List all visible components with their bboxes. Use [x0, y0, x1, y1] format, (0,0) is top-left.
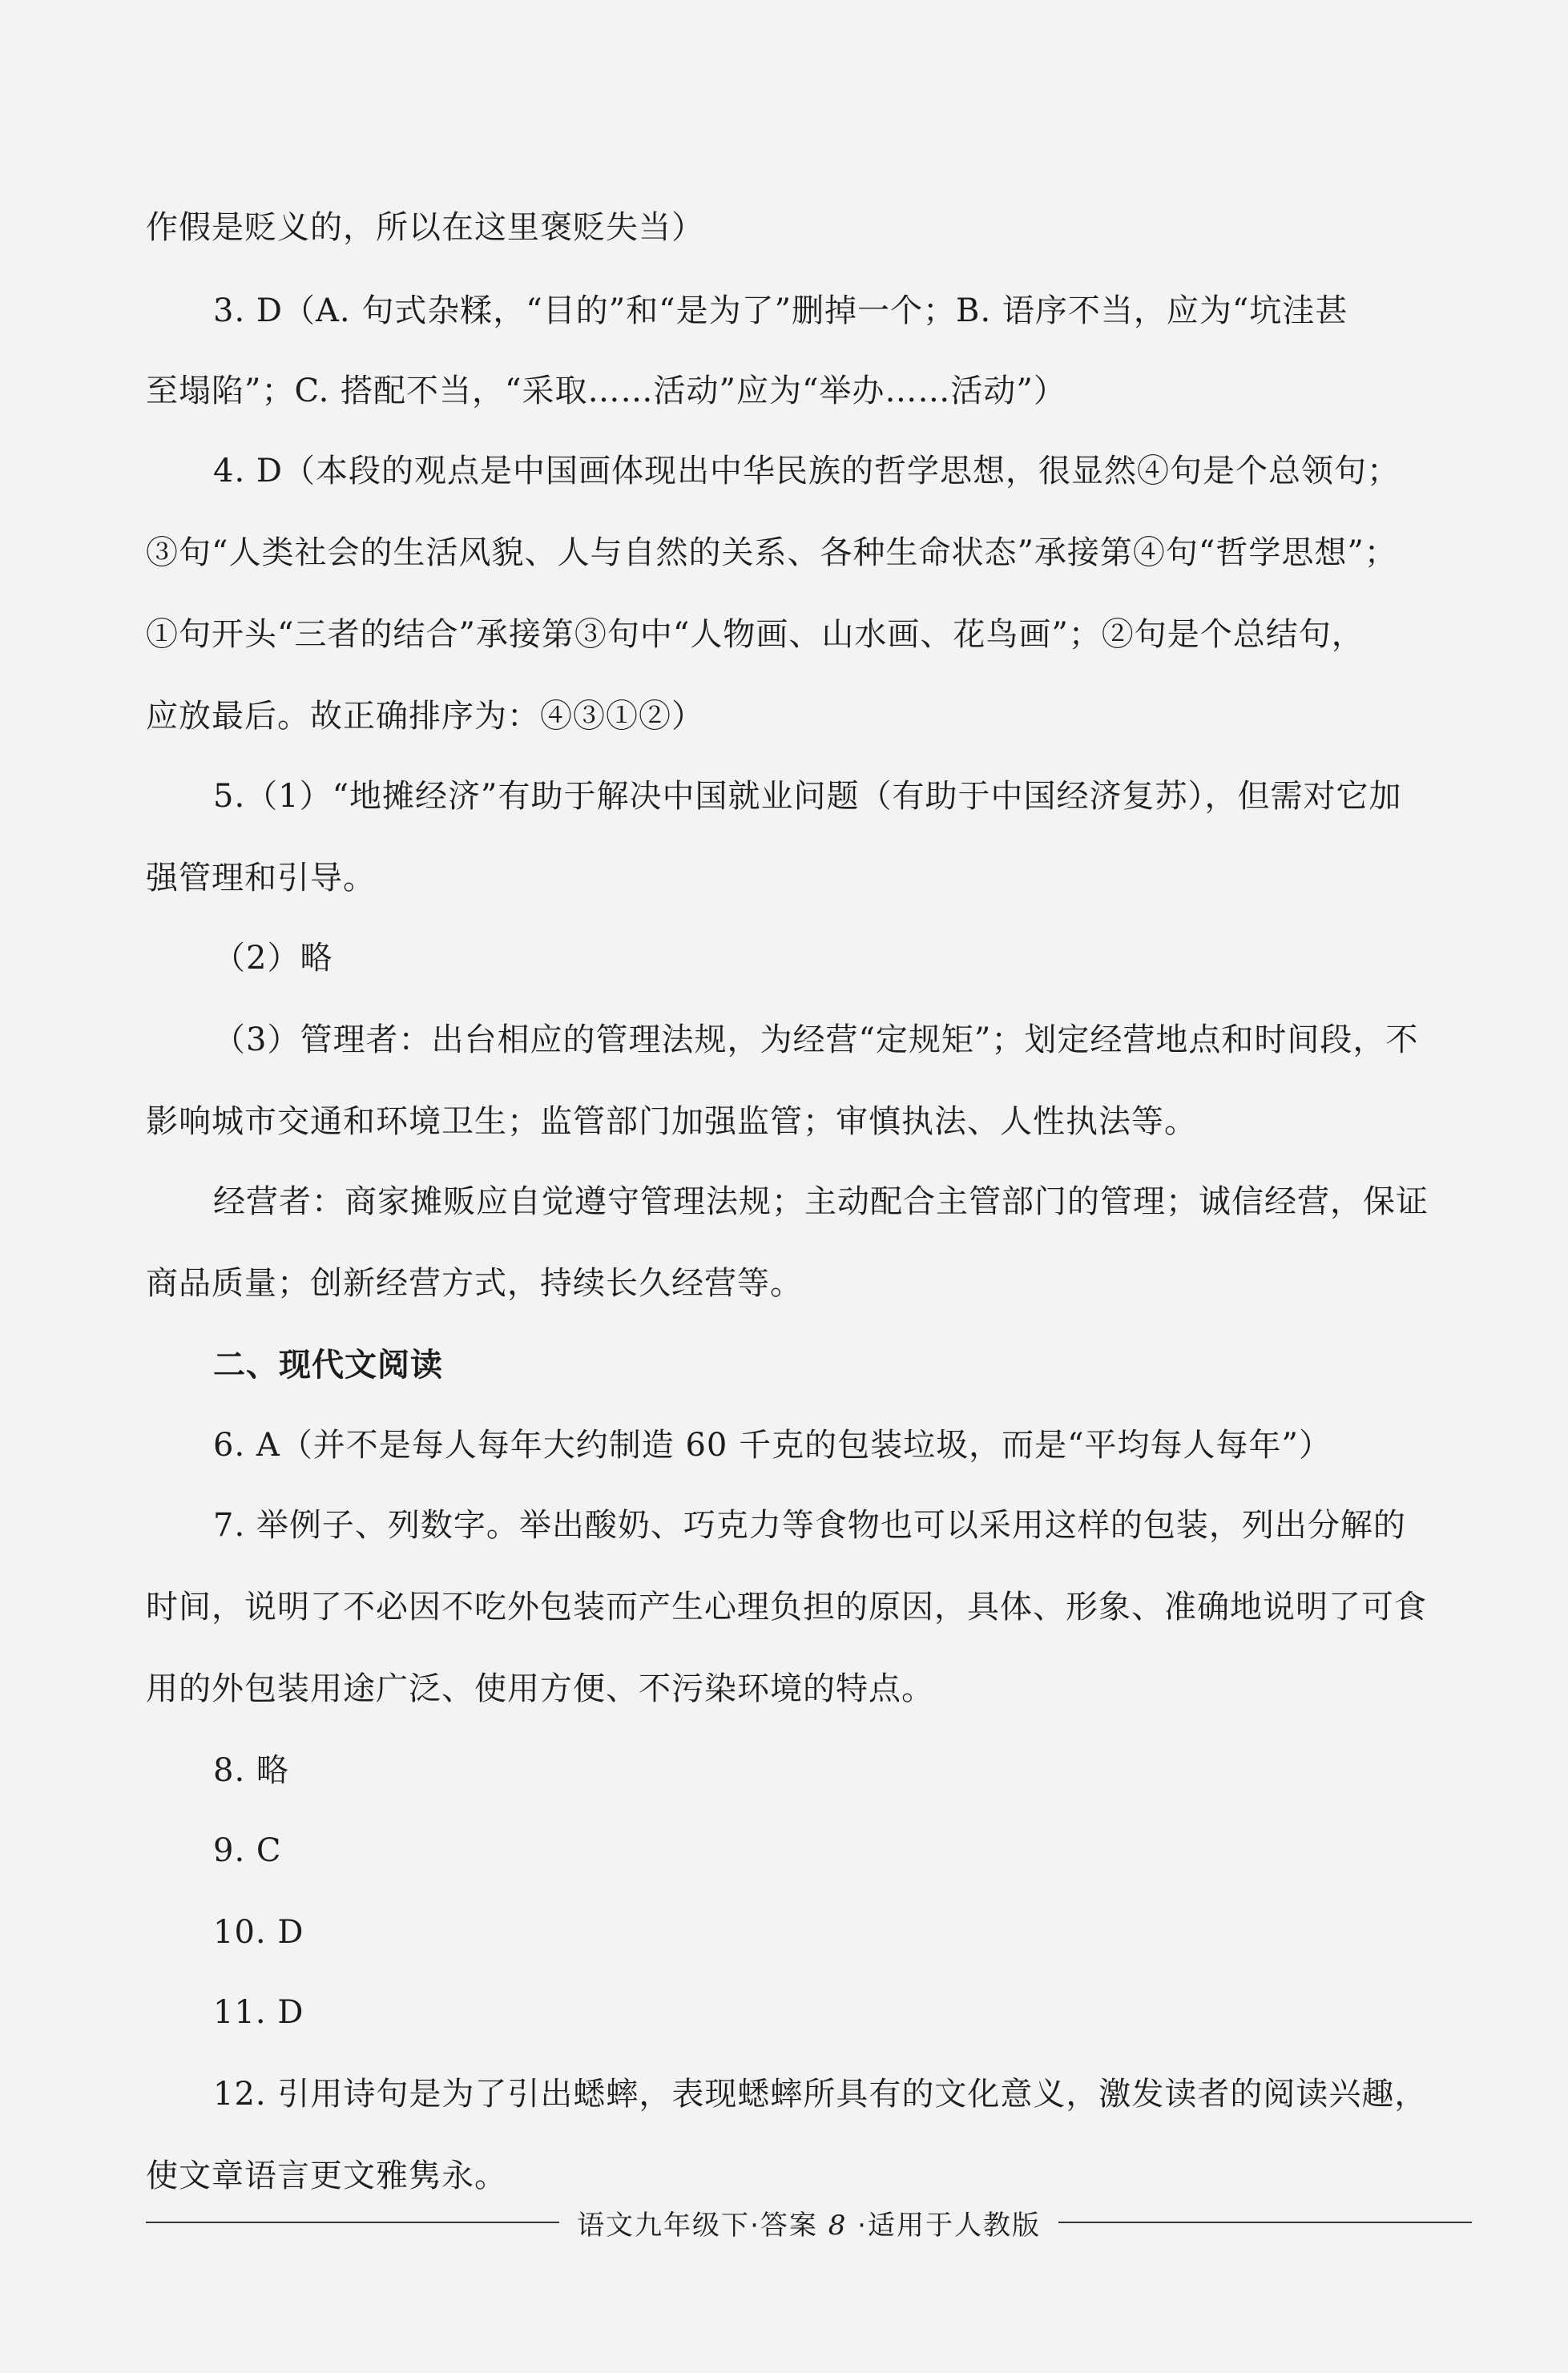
answer-item-12: 12. 引用诗句是为了引出蟋蟀，表现蟋蟀所具有的文化意义，激发读者的阅读兴趣，	[213, 2076, 1428, 2113]
answer-item-7: 7. 举例子、列数字。举出酸奶、巧克力等食物也可以采用这样的包装，列出分解的	[213, 1507, 1406, 1544]
answer-item-10: 10. D	[213, 1914, 304, 1951]
answer-item-6: 6. A（并不是每人每年大约制造 60 千克的包装垃圾，而是“平均每人每年”）	[213, 1427, 1332, 1464]
text-line: 经营者：商家摊贩应自觉遵守管理法规；主动配合主管部门的管理；诚信经营，保证	[213, 1183, 1429, 1220]
text-line: 作假是贬义的，所以在这里褒贬失当）	[146, 209, 704, 246]
text-line: 用的外包装用途广泛、使用方便、不污染环境的特点。	[146, 1670, 934, 1707]
text-line: 至塌陷”；C. 搭配不当，“采取……活动”应为“举办……活动”）	[146, 373, 1066, 409]
answer-item-5: 5.（1）“地摊经济”有助于解决中国就业问题（有助于中国经济复苏），但需对它加	[213, 778, 1402, 815]
footer-rule-left	[146, 2222, 559, 2223]
footer-rule-right	[1058, 2222, 1472, 2223]
footer-separator: ·	[750, 2209, 760, 2242]
footer-edition: 适用于人教版	[867, 2209, 1041, 2242]
answer-item-11: 11. D	[213, 1994, 304, 2031]
footer-answer-label: 答案	[760, 2209, 818, 2242]
text-line: ①句开头“三者的结合”承接第③句中“人物画、山水画、花鸟画”；②句是个总结句，	[146, 616, 1364, 653]
answer-item-8: 8. 略	[213, 1752, 289, 1789]
text-line: 使文章语言更文雅隽永。	[146, 2157, 507, 2194]
section-heading: 二、现代文阅读	[213, 1347, 443, 1384]
text-line: 应放最后。故正确排序为：④③①②）	[146, 698, 704, 735]
text-line: 影响城市交通和环境卫生；监管部门加强监管；审慎执法、人性执法等。	[146, 1103, 1197, 1140]
footer-subject: 语文九年级下	[577, 2209, 751, 2242]
text-line: 强管理和引导。	[146, 860, 376, 896]
answer-item-3: 3. D（A. 句式杂糅，“目的”和“是为了”删掉一个；B. 语序不当，应为“坑洼甚	[213, 292, 1348, 329]
page-footer	[146, 2200, 1472, 2245]
text-line: ③句“人类社会的生活风貌、人与自然的关系、各种生命状态”承接第④句“哲学思想”；	[146, 534, 1397, 571]
footer-separator: ·	[857, 2209, 868, 2242]
answer-sub-2: （2）略	[213, 940, 333, 977]
text-line: 时间，说明了不必因不吃外包装而产生心理负担的原因，具体、形象、准确地说明了可食	[146, 1589, 1427, 1626]
answer-item-4: 4. D（本段的观点是中国画体现出中华民族的哲学思想，很显然④句是个总领句；	[213, 453, 1400, 490]
answer-item-9: 9. C	[213, 1832, 282, 1869]
answer-sub-3: （3）管理者：出台相应的管理法规，为经营“定规矩”；划定经营地点和时间段，不	[213, 1021, 1419, 1058]
page-number: 8	[828, 2209, 848, 2242]
footer-text	[559, 2203, 1058, 2242]
text-line: 商品质量；创新经营方式，持续长久经营等。	[146, 1265, 803, 1302]
